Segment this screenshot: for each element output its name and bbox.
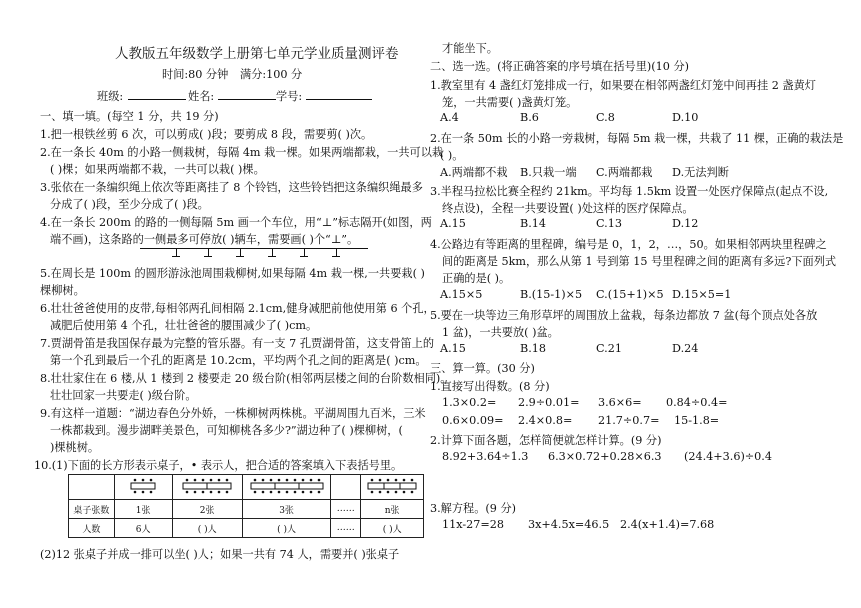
s1-q7-line1: 7.贾湖骨笛是我国保存最为完整的管乐器。有一支 7 孔贾湖骨笛，这支骨笛上的	[40, 337, 435, 350]
s2-q4-option-c[interactable]: C.(15+1)×5	[596, 288, 664, 301]
s1-q5-line2: 棵柳树。	[40, 284, 85, 297]
s2-q2-option-d[interactable]: D.无法判断	[672, 166, 729, 179]
divider-mark-base	[332, 256, 340, 257]
calc1-item: 15-1.8=	[674, 414, 720, 427]
s1-q2-line2: ( )棵；如果两端都不栽，一共可以栽( )棵。	[50, 163, 265, 176]
page-title: 人教版五年级数学上册第七单元学业质量测评卷	[115, 46, 399, 62]
table-cell: ……	[331, 519, 361, 538]
s2-q2-option-c[interactable]: C.两端都栽	[596, 166, 653, 179]
table-cell	[331, 475, 361, 500]
divider-mark	[240, 248, 241, 256]
section2-heading: 二、选一选。(将正确答案的序号填在括号里)(10 分)	[430, 60, 690, 73]
section1-heading: 一、填一填。(每空 1 分，共 19 分)	[40, 110, 219, 123]
divider-mark-base	[236, 256, 244, 257]
s2-q4-option-d[interactable]: D.15×5=1	[672, 288, 732, 301]
id-label: 学号:	[276, 90, 303, 103]
calc2-heading: 2.计算下面各题，怎样简便就怎样计算。(9 分)	[430, 434, 662, 447]
divider-mark-base	[204, 256, 212, 257]
s2-q1-line1: 1.教室里有 4 盏红灯笼排成一行，如果要在相邻两盏红灯笼中间再挂 2 盏黄灯	[430, 79, 816, 92]
desk-drawing-3	[242, 475, 330, 500]
calc2-item: 6.3×0.72+0.28×6.3	[548, 450, 662, 463]
time-label: 时间:80 分钟	[162, 68, 229, 81]
score-label: 满分:100 分	[240, 68, 303, 81]
s1-q8-line1: 8.壮壮家住在 6 楼,从 1 楼到 2 楼要走 20 级台阶(相邻两层楼之间的台阶数相同)。	[40, 372, 452, 385]
table-answer-cell[interactable]: ( )人	[361, 519, 424, 538]
s2-q3-option-c[interactable]: C.13	[596, 217, 622, 230]
table-row-desks	[69, 500, 424, 519]
table-cell: 人数	[69, 519, 115, 538]
s2-q4-line3: 正确的是( )。	[442, 272, 511, 285]
s1-q10-line1: 10.(1)下面的长方形表示桌子，• 表示人，把合适的答案填入下表括号里。	[34, 459, 403, 472]
s1-q4-line2: 端不画)，这条路的一侧最多可停放( )辆车，需要画( )个“⊥”。	[50, 233, 359, 246]
calc1-item: 2.4×0.8=	[518, 414, 573, 427]
s2-q5-line2: 1 盆)，一共要放( )盆。	[442, 326, 559, 339]
divider-mark	[176, 248, 177, 256]
s2-q1-option-b[interactable]: B.6	[520, 111, 539, 124]
s1-q3-line2: 分成了( )段，至少分成了( )段。	[50, 198, 209, 211]
table-cell: n张	[361, 500, 424, 519]
s2-q3-option-d[interactable]: D.12	[672, 217, 699, 230]
s2-q3-option-b[interactable]: B.14	[520, 217, 547, 230]
table-answer-cell[interactable]: ( )人	[172, 519, 242, 538]
s2-q2-line2: ( )。	[440, 149, 464, 162]
desk-table-image-row	[69, 475, 424, 500]
divider-mark	[304, 248, 305, 256]
calc3-item: 3x+4.5x=46.5	[528, 518, 610, 531]
divider-mark	[272, 248, 273, 256]
s2-q3-line2: 终点设)，全程一共要设置( )处这样的医疗保障点。	[442, 202, 694, 215]
calc1-item: 21.7÷0.7=	[598, 414, 660, 427]
divider-mark-base	[300, 256, 308, 257]
s1-q6-line1: 6.壮壮爸爸使用的皮带,每相邻两孔间相隔 2.1cm,健身减肥前他使用第 6 个孔，	[40, 302, 435, 315]
calc2-item: 8.92+3.64÷1.3	[442, 450, 529, 463]
road-line	[140, 248, 368, 249]
table-cell: 2张	[172, 500, 242, 519]
calc2-item: (24.4+3.6)÷0.4	[684, 450, 772, 463]
s1-q7-line2: 第一个孔到最后一个孔的距离是 10.2cm，平均两个孔之间的距离是( )cm。	[50, 354, 427, 367]
table-cell: ……	[331, 500, 361, 519]
s2-q1-option-c[interactable]: C.8	[596, 111, 615, 124]
s1-q5-line1: 5.在周长是 100m 的圆形游泳池周围栽柳树,如果每隔 4m 栽一棵,一共要栽( )	[40, 267, 425, 280]
divider-mark-base	[172, 256, 180, 257]
s2-q5-option-d[interactable]: D.24	[672, 342, 699, 355]
desk-drawing-n	[361, 475, 424, 500]
s2-q4-line1: 4.公路边有等距离的里程碑，编号是 0，1，2，…，50。如果相邻两块里程碑之	[430, 238, 827, 251]
s2-q1-option-a[interactable]: A.4	[440, 111, 459, 124]
table-row-people	[69, 519, 424, 538]
s1-q6-line2: 减肥后使用第 4 个孔，壮壮爸爸的腰围减少了( )cm。	[50, 319, 318, 332]
s2-q5-option-b[interactable]: B.18	[520, 342, 547, 355]
divider-mark	[208, 248, 209, 256]
desk-picture	[363, 477, 421, 495]
s2-q1-line2: 笼，一共需要( )盏黄灯笼。	[442, 96, 578, 109]
desk-picture	[176, 477, 238, 495]
s2-q4-option-a[interactable]: A.15×5	[440, 288, 483, 301]
class-label: 班级:	[97, 90, 124, 103]
section3-heading: 三、算一算。(30 分)	[430, 362, 535, 375]
desk-drawing-1	[114, 475, 172, 500]
s2-q3-line1: 3.半程马拉松比赛全程约 21km。平均每 1.5km 设置一处医疗保障点(起点不设,	[430, 185, 829, 198]
calc1-item: 0.84÷0.4=	[666, 396, 728, 409]
s2-q1-option-d[interactable]: D.10	[672, 111, 699, 124]
name-field[interactable]	[218, 88, 276, 100]
desk-picture	[121, 477, 165, 495]
table-cell: 6人	[114, 519, 172, 538]
s1-q3-line1: 3.张依在一条编织绳上依次等距离挂了 8 个铃铛，这些铃铛把这条编织绳最多	[40, 181, 423, 194]
table-cell	[69, 475, 115, 500]
calc3-item: 2.4(x+1.4)=7.68	[620, 518, 715, 531]
calc1-heading: 1.直接写出得数。(8 分)	[430, 380, 550, 393]
calc3-item: 11x-27=28	[442, 518, 504, 531]
s1-q10-line2: (2)12 张桌子并成一排可以坐( )人；如果一共有 74 人，需要并( )张桌子	[40, 548, 400, 561]
id-field[interactable]	[306, 88, 372, 100]
s1-q8-line2: 壮壮回家一共要走( )级台阶。	[50, 389, 197, 402]
calc1-item: 2.9÷0.01=	[518, 396, 580, 409]
desk-drawing-2	[172, 475, 242, 500]
s2-q2-line1: 2.在一条 50m 长的小路一旁栽树，每隔 5m 栽一棵，共栽了 11 棵，正确的栽法是	[430, 132, 844, 145]
name-label: 姓名:	[188, 90, 215, 103]
s1-q9-line1: 9.有这样一道题：“湖边春色分外娇，一株柳树两株桃。平湖周围九百米，三米	[40, 407, 426, 420]
s2-q5-line1: 5.要在一块等边三角形草坪的周围放上盆栽，每条边都放 7 盆(每个顶点处各放	[430, 309, 818, 322]
s2-q4-line2: 间的距离是 5km，那么从第 1 号到第 15 号里程碑之间的距离有多远?下面列式	[442, 255, 837, 268]
calc1-item: 0.6×0.09=	[442, 414, 504, 427]
calc3-heading: 3.解方程。(9 分)	[430, 502, 517, 515]
s1-q1: 1.把一根铁丝剪 6 次，可以剪成( )段；要剪成 8 段，需要剪( )次。	[40, 128, 373, 141]
s2-q3-option-a[interactable]: A.15	[440, 217, 466, 230]
s1-q2-line1: 2.在一条长 40m 的小路一侧栽树，每隔 4m 栽一棵。如果两端都栽，一共可以栽	[40, 146, 444, 159]
calc1-item: 3.6×6=	[598, 396, 642, 409]
s2-q5-option-c[interactable]: C.21	[596, 342, 622, 355]
divider-mark-base	[268, 256, 276, 257]
calc1-item: 1.3×0.2=	[442, 396, 497, 409]
table-cell: 1张	[114, 500, 172, 519]
table-cell: 3张	[242, 500, 330, 519]
s2-q2-option-b[interactable]: B.只栽一端	[520, 166, 577, 179]
s1-q9-line2: 一株都栽到。漫步湖畔美景色，可知柳桃各多少?”湖边种了( )棵柳树，(	[50, 424, 403, 437]
s2-q2-option-a[interactable]: A.两端都不栽	[440, 166, 508, 179]
class-field[interactable]	[128, 88, 186, 100]
s1-q4-line1: 4.在一条长 200m 的路的一侧每隔 5m 画一个车位，用“⊥”标志隔开(如图，两	[40, 216, 432, 229]
q10-continued: 才能坐下。	[442, 42, 498, 55]
desk-table	[68, 474, 424, 538]
s1-q9-line3: )棵桃树。	[50, 441, 100, 454]
s2-q5-option-a[interactable]: A.15	[440, 342, 466, 355]
desk-picture	[246, 477, 328, 495]
divider-mark	[336, 248, 337, 256]
table-answer-cell[interactable]: ( )人	[242, 519, 330, 538]
table-cell: 桌子张数	[69, 500, 115, 519]
s2-q4-option-b[interactable]: B.(15-1)×5	[520, 288, 583, 301]
